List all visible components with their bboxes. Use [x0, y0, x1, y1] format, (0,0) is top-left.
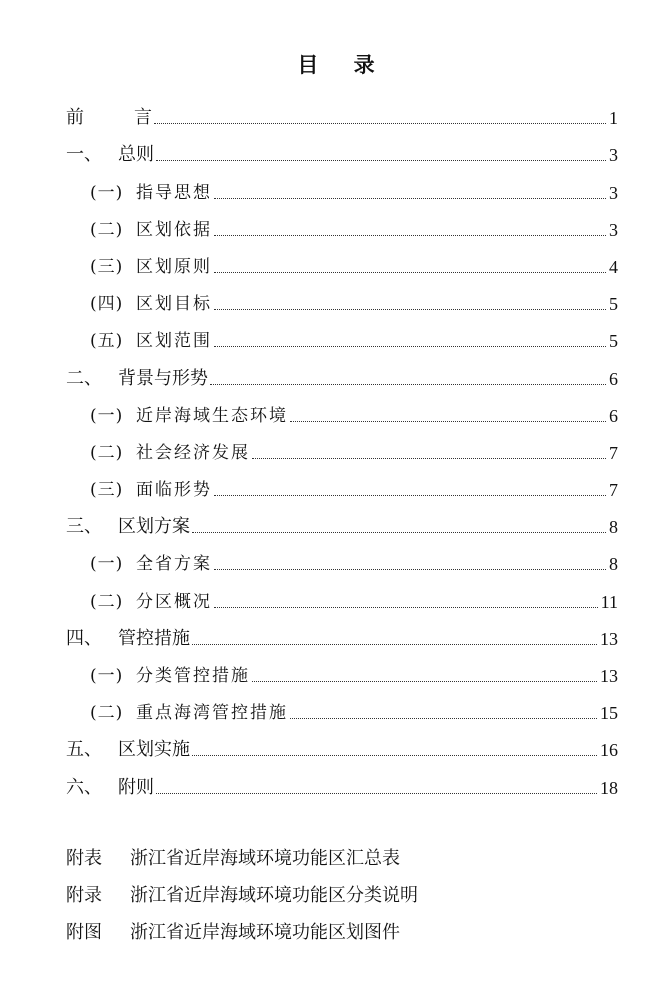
toc-entry-number: 三、: [66, 516, 102, 538]
toc-entry-page: 6: [609, 368, 618, 389]
dot-leader: [154, 123, 606, 124]
toc-entry-number: (三): [90, 256, 124, 277]
toc-entry-section[interactable]: [66, 651, 618, 688]
toc-entry-label: [90, 664, 250, 688]
toc-entry-label: [66, 106, 152, 130]
dot-leader: [192, 644, 597, 645]
toc-entry-page: 5: [609, 331, 618, 352]
appendix-title: 浙江省近岸海域环境功能区汇总表: [130, 847, 400, 869]
dot-leader: [192, 532, 606, 533]
toc-entry-label: [66, 367, 208, 391]
toc-entry-section[interactable]: [66, 167, 618, 204]
toc-entry-label: [90, 404, 288, 428]
dot-leader: [252, 681, 597, 682]
appendix-label: 附表: [66, 847, 102, 869]
appendix-label: 附图: [66, 921, 102, 943]
appendix-title: 浙江省近岸海域环境功能区分类说明: [130, 884, 418, 906]
toc-entry-title: 指导思想: [136, 182, 212, 203]
toc-entry-label: [66, 738, 190, 762]
toc-entry-number: (二): [90, 591, 124, 612]
toc-entry-label: [90, 552, 212, 576]
toc-entry-number: 前: [66, 107, 84, 129]
toc-entry-title: 全省方案: [136, 554, 212, 575]
toc-entry-label: [90, 181, 212, 205]
toc-entry-number: 六、: [66, 776, 102, 798]
toc-entry-label: [90, 441, 250, 465]
toc-entry-page: 11: [600, 591, 618, 612]
toc-entry-chapter[interactable]: [66, 130, 618, 167]
dot-leader: [192, 755, 597, 756]
toc-entry-label: [90, 478, 212, 502]
toc-entry-page: 4: [609, 256, 618, 277]
toc-entry-number: (三): [90, 480, 124, 501]
toc-entry-section[interactable]: [66, 576, 618, 613]
toc-entry-page: 3: [609, 182, 618, 203]
toc-entry-number: (一): [90, 666, 124, 686]
toc-entry-section[interactable]: [66, 465, 618, 502]
toc-entry-page: 13: [600, 628, 618, 649]
toc-entry-chapter[interactable]: [66, 762, 618, 799]
toc-entry-page: 3: [609, 145, 618, 166]
toc-entry-title: 面临形势: [136, 480, 212, 501]
toc-entry-label: [90, 701, 288, 725]
dot-leader: [214, 309, 606, 310]
toc-entry-number: (二): [90, 703, 124, 724]
toc-entry-title: 总则: [118, 144, 154, 166]
toc-entry-number: 五、: [66, 739, 102, 761]
toc-entry-number: 二、: [66, 367, 102, 389]
toc-entry-section[interactable]: [66, 428, 618, 465]
toc-entry-section[interactable]: [66, 688, 618, 725]
toc-entry-title: 背景与形势: [118, 367, 208, 389]
toc-entry-label: [90, 292, 212, 316]
toc-entry-preface[interactable]: [66, 93, 618, 130]
dot-leader: [214, 272, 606, 273]
toc-entry-label: [90, 590, 212, 614]
toc-entry-label: [90, 255, 212, 279]
toc-entry-page: 13: [600, 666, 618, 686]
toc-entry-title: 区划依据: [136, 219, 212, 240]
toc-entry-page: 8: [609, 517, 618, 538]
appendix-label: 附录: [66, 884, 102, 906]
toc-entry-number: (四): [90, 294, 124, 315]
toc-entry-page: 6: [609, 405, 618, 426]
toc-entry-title: 言: [134, 107, 152, 129]
toc-entry-title: 管控措施: [118, 627, 190, 649]
toc-entry-number: 一、: [66, 144, 102, 166]
appendix-item[interactable]: [66, 838, 626, 875]
toc-entry-number: (二): [90, 219, 124, 240]
toc-entry-number: (一): [90, 405, 124, 426]
dot-leader: [210, 384, 606, 385]
toc-entry-title: 附则: [118, 776, 154, 798]
toc-entry-section[interactable]: [66, 205, 618, 242]
toc-entry-page: 3: [609, 219, 618, 240]
toc-entry-title: 区划原则: [136, 256, 212, 277]
toc-entry-title: 区划范围: [136, 331, 212, 352]
toc-entry-label: [66, 776, 154, 800]
toc-entry-section[interactable]: [66, 539, 618, 576]
dot-leader: [214, 346, 606, 347]
dot-leader: [214, 495, 606, 496]
toc-entry-title: 分类管控措施: [136, 666, 250, 686]
toc-entry-title: 区划实施: [118, 739, 190, 761]
toc-entry-page: 7: [609, 480, 618, 501]
toc-entry-chapter[interactable]: [66, 614, 618, 651]
toc-entry-page: 16: [600, 740, 618, 761]
toc-entry-number: (一): [90, 182, 124, 203]
appendix-item[interactable]: [66, 912, 626, 949]
dot-leader: [156, 793, 597, 794]
toc-entry-number: (五): [90, 331, 124, 352]
dot-leader: [214, 198, 606, 199]
dot-leader: [252, 458, 606, 459]
appendix-item[interactable]: [66, 875, 626, 912]
toc-entry-label: [66, 143, 154, 167]
toc-entry-title: 分区概况: [136, 591, 212, 612]
toc-entry-title: 近岸海域生态环境: [136, 405, 288, 426]
dot-leader: [156, 160, 606, 161]
toc-entry-number: (一): [90, 554, 124, 575]
dot-leader: [214, 235, 606, 236]
toc-entry-page: 1: [609, 108, 618, 129]
appendix-list: [66, 838, 626, 949]
toc-entry-page: 15: [600, 703, 618, 724]
toc-entry-chapter[interactable]: [66, 353, 618, 390]
toc-entry-label: [90, 218, 212, 242]
toc-entry-number: 四、: [66, 627, 102, 649]
dot-leader: [290, 421, 606, 422]
toc-entry-section[interactable]: [66, 316, 618, 353]
toc-entry-page: 7: [609, 442, 618, 463]
toc-entry-chapter[interactable]: [66, 725, 618, 762]
toc-entry-section[interactable]: [66, 242, 618, 279]
table-of-contents: [66, 93, 618, 800]
toc-entry-title: 社会经济发展: [136, 442, 250, 463]
toc-entry-title: 区划方案: [118, 516, 190, 538]
toc-entry-page: 18: [600, 777, 618, 798]
dot-leader: [214, 569, 606, 570]
toc-entry-title: 重点海湾管控措施: [136, 703, 288, 724]
toc-entry-number: (二): [90, 442, 124, 463]
page-title: 目 录: [297, 53, 389, 77]
dot-leader: [214, 607, 598, 608]
toc-entry-page: 5: [609, 294, 618, 315]
toc-entry-label: [66, 515, 190, 539]
appendix-title: 浙江省近岸海域环境功能区划图件: [130, 921, 400, 943]
toc-entry-chapter[interactable]: [66, 502, 618, 539]
toc-entry-page: 8: [609, 554, 618, 575]
dot-leader: [290, 718, 597, 719]
toc-entry-title: 区划目标: [136, 294, 212, 315]
toc-entry-label: [90, 329, 212, 353]
toc-entry-section[interactable]: [66, 279, 618, 316]
toc-entry-section[interactable]: [66, 391, 618, 428]
toc-entry-label: [66, 627, 190, 651]
